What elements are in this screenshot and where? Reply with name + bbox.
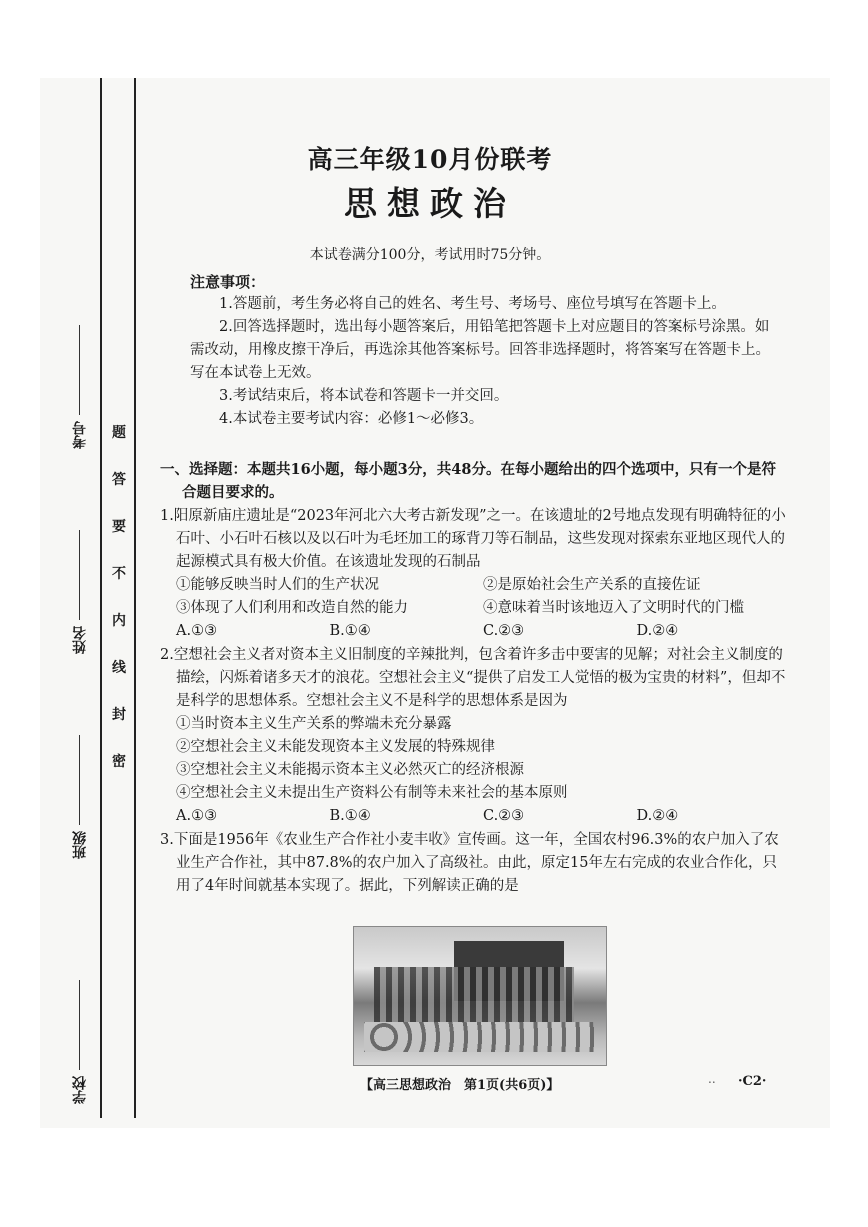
exam-no-label: 考号 (72, 421, 88, 449)
question-stem: 1.阳原新庙庄遗址是“2023年河北六大考古新发现”之一。在该遗址的2号地点发现有明确特征的小石叶、小石叶石核以及以石叶为毛坯加工的琢背刀等石制品，这些发现对探索东亚地区现代人的起源模式具有极大价值。在该遗址发现的石制品 (160, 508, 786, 570)
statement: ①当时资本主义生产关系的弊端未充分暴露 (176, 716, 452, 732)
choice-b: B.①④ (329, 808, 371, 824)
question-3 (160, 829, 790, 898)
school-underline (80, 980, 81, 1070)
section-heading (160, 458, 790, 504)
propaganda-poster-image (353, 926, 607, 1066)
seal-char: 题 (112, 425, 126, 441)
choice-d: D.②④ (636, 808, 679, 824)
notice-item: 3.考试结束后，将本试卷和答题卡一并交回。 (219, 388, 509, 404)
footer-dots: .. (708, 1072, 716, 1086)
class-field (70, 735, 90, 859)
choice-a: A.①③ (176, 808, 218, 824)
section-line-2: 合题目要求的。 (182, 484, 284, 501)
poster-sacks-shape (364, 1022, 594, 1052)
question-1 (160, 505, 790, 643)
statement-row (160, 597, 790, 620)
seal-char: 密 (112, 754, 126, 770)
notice-item: 1.答题前，考生务必将自己的姓名、考生号、考场号、座位号填写在答题卡上。 (219, 296, 726, 312)
margin-line-inner (134, 78, 136, 1118)
class-underline (80, 735, 81, 825)
section-line-1: 一、选择题：本题共16小题，每小题3分，共48分。在每小题给出的四个选项中，只有一个是符 (160, 461, 776, 478)
statement: ③空想社会主义未能揭示资本主义必然灭亡的经济根源 (176, 762, 524, 778)
choice-b: B.①④ (329, 623, 371, 639)
question-stem: 3.下面是1956年《农业生产合作社小麦丰收》宣传画。这一年，全国农村96.3%的农户加入了农业生产合作社，其中87.8%的农户加入了高级社。由此，原定15年左右完成的农业合作化，只用了4年时间就基本实现了。据此，下列解读正确的是 (160, 832, 779, 894)
notice-heading: 注意事项： (190, 273, 266, 291)
choice-c: C.②③ (483, 808, 525, 824)
notice-item: 4.本试卷主要考试内容：必修1～必修3。 (219, 411, 484, 427)
question-2 (160, 644, 790, 828)
statement-row (160, 574, 790, 597)
exam-title: 高三年级10月份联考 (307, 145, 553, 174)
statement: ④意味着当时该地迈入了文明时代的门槛 (483, 600, 744, 616)
seal-char: 内 (112, 613, 126, 629)
statement: ④空想社会主义未提出生产资料公有制等未来社会的基本原则 (176, 785, 568, 801)
choice-d: D.②④ (636, 623, 679, 639)
class-label: 班级 (72, 831, 88, 859)
margin-line-outer (100, 78, 102, 1118)
exam-meta: 本试卷满分100分，考试用时75分钟。 (309, 247, 551, 263)
statement: ③体现了人们利用和改造自然的能力 (176, 600, 408, 616)
statement: ①能够反映当时人们的生产状况 (176, 577, 379, 593)
seal-char: 不 (112, 566, 126, 582)
seal-char: 答 (112, 472, 126, 488)
notice-item: 2.回答选择题时，选出每小题答案后，用铅笔把答题卡上对应题目的答案标号涂黑。如需改动，用橡皮擦干净后，再选涂其他答案标号。回答非选择题时，将答案写在答题卡上。写在本试卷上无效。 (190, 319, 770, 381)
notice-list (190, 293, 780, 431)
school-field (70, 980, 90, 1104)
paper-code: ·C2· (738, 1074, 767, 1089)
exam-no-underline (80, 325, 81, 415)
choice-row (160, 805, 790, 828)
subject-title: 思想政治 (344, 184, 516, 223)
seal-line-text (110, 410, 128, 786)
name-label: 姓名 (72, 626, 88, 654)
choice-a: A.①③ (176, 623, 218, 639)
choice-row (160, 620, 790, 643)
exam-no-field (70, 325, 90, 449)
seal-char: 封 (112, 707, 126, 723)
choice-c: C.②③ (483, 623, 525, 639)
statement: ②是原始社会生产关系的直接佐证 (483, 577, 701, 593)
name-field (70, 530, 90, 654)
school-label: 学校 (72, 1076, 88, 1104)
poster-crowd-shape (374, 967, 574, 1027)
seal-char: 线 (112, 660, 126, 676)
statement: ②空想社会主义未能发现资本主义发展的特殊规律 (176, 739, 495, 755)
question-stem: 2.空想社会主义者对资本主义旧制度的辛辣批判，包含着许多击中要害的见解；对社会主义制度的描绘，闪烁着诸多天才的浪花。空想社会主义“提供了启发工人觉悟的极为宝贵的材料”，但却不是科学的思想体系。空想社会主义不是科学的思想体系是因为 (160, 647, 786, 709)
seal-char: 要 (112, 519, 126, 535)
name-underline (80, 530, 81, 620)
page-footer: 【高三思想政治 第1页(共6页)】 (360, 1078, 560, 1093)
